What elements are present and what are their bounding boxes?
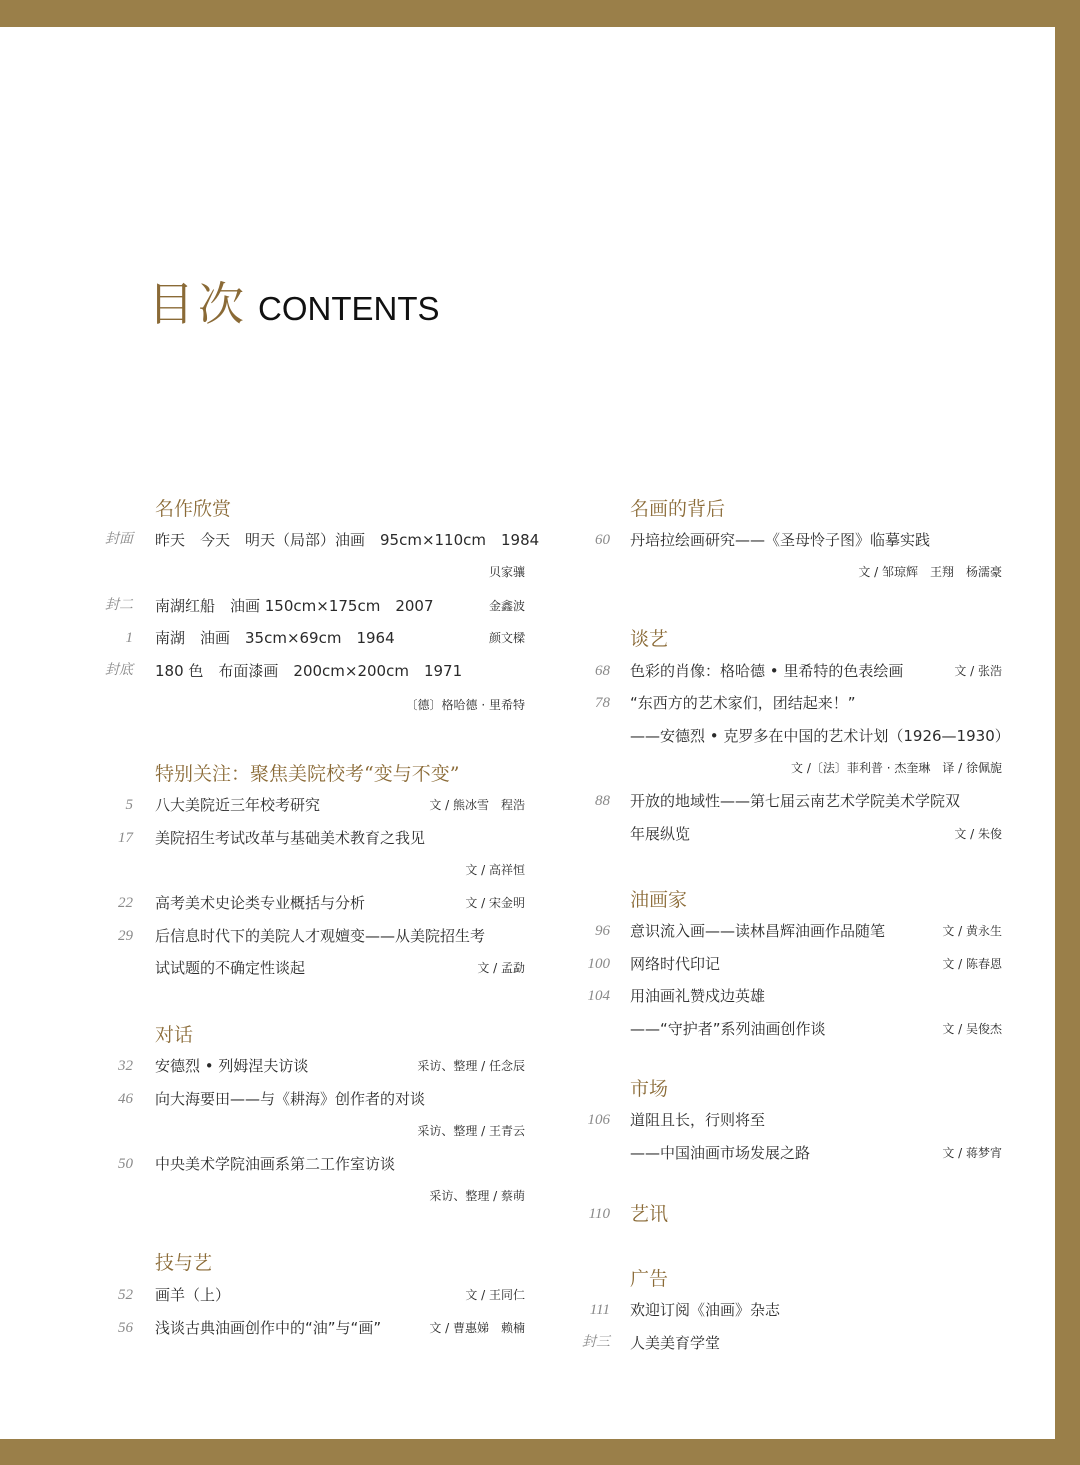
section-heading: 名作欣赏: [155, 498, 232, 520]
toc-entry-title[interactable]: 昨天 今天 明天（局部）油画 95cm×110cm 1984: [155, 531, 540, 549]
section-heading: 对话: [155, 1024, 194, 1046]
toc-entry-author: 文 / 熊冰雪 程浩: [429, 798, 525, 812]
toc-entry-author: 文 / 陈春恩: [942, 957, 1002, 971]
page-number: 100: [587, 956, 610, 972]
toc-entry-author: 文 / 高祥恒: [465, 863, 525, 877]
page-number: 22: [118, 895, 133, 911]
section-heading: 市场: [630, 1078, 669, 1100]
page-number: 111: [589, 1302, 610, 1318]
toc-entry-title-continued[interactable]: 试试题的不确定性谈起: [155, 959, 306, 977]
page-number: 32: [118, 1058, 133, 1074]
section-heading[interactable]: 艺讯: [630, 1203, 669, 1225]
toc-entry-title[interactable]: 丹培拉绘画研究——《圣母怜子图》临摹实践: [630, 531, 931, 549]
toc-entry-title[interactable]: “东西方的艺术家们，团结起来！”: [630, 694, 856, 712]
toc-entry-title[interactable]: 南湖 油画 35cm×69cm 1964: [155, 629, 395, 647]
page-number: 104: [587, 988, 610, 1004]
page-number: 50: [118, 1156, 133, 1172]
section-heading: 特别关注：聚焦美院校考“变与不变”: [155, 763, 460, 785]
toc-entry-title-continued[interactable]: 年展纵览: [630, 825, 691, 843]
toc-entry-author: 文 / 王同仁: [465, 1288, 525, 1302]
section-heading: 油画家: [630, 889, 688, 911]
toc-entry-title[interactable]: 八大美院近三年校考研究: [155, 796, 321, 814]
toc-entry-title[interactable]: 开放的地域性——第七届云南艺术学院美术学院双: [630, 792, 961, 810]
toc-entry-title[interactable]: 人美美育学堂: [630, 1334, 721, 1352]
toc-entry-title[interactable]: 色彩的肖像：格哈德 • 里希特的色表绘画: [630, 662, 904, 680]
page-number: 56: [118, 1320, 133, 1336]
toc-entry-title-continued[interactable]: ——安德烈 • 克罗多在中国的艺术计划（1926—1930）: [630, 727, 1010, 745]
toc-entry-title-continued[interactable]: ——“守护者”系列油画创作谈: [630, 1020, 826, 1038]
page-number: 52: [118, 1287, 133, 1303]
toc-entry-title-continued[interactable]: ——中国油画市场发展之路: [630, 1144, 811, 1162]
title-chinese: 目次: [148, 277, 248, 331]
toc-entry-title[interactable]: 浅谈古典油画创作中的“油”与“画”: [155, 1319, 382, 1337]
page-number: 88: [595, 793, 610, 809]
toc-entry-author: 颜文樑: [488, 631, 525, 645]
toc-entry-title[interactable]: 安德烈 • 列姆涅夫访谈: [155, 1057, 309, 1075]
toc-entry-title[interactable]: 用油画礼赞戍边英雄: [630, 987, 766, 1005]
toc-entry-author: 〔德〕格哈德 · 里希特: [405, 698, 525, 712]
toc-entry-author: 采访、整理 / 王青云: [417, 1124, 525, 1138]
section-heading: 名画的背后: [630, 498, 726, 520]
toc-entry-author: 文 / 朱俊: [954, 827, 1002, 841]
page-number: 96: [595, 923, 610, 939]
page-title: [148, 268, 440, 334]
toc-entry-title[interactable]: 意识流入画——读林昌辉油画作品随笔: [630, 922, 886, 940]
section-heading: 谈艺: [630, 628, 669, 650]
toc-entry-author: 文 / 孟勐: [477, 961, 525, 975]
page-number: 封面: [105, 532, 133, 547]
toc-entry-author: 文 / 黄永生: [942, 924, 1002, 938]
page-number: 1: [125, 630, 133, 646]
page-number: 68: [595, 663, 610, 679]
toc-entry-author: 文 / 宋金明: [465, 896, 525, 910]
toc-entry-author: 文 /〔法〕菲利普 · 杰奎琳 译 / 徐佩旎: [791, 761, 1002, 775]
page-number: 封底: [105, 663, 133, 678]
page-number: 5: [125, 797, 133, 813]
page-number: 17: [118, 830, 133, 846]
toc-entry-author: 采访、整理 / 任念辰: [417, 1059, 525, 1073]
section-heading: 广告: [630, 1268, 669, 1290]
toc-entry-title[interactable]: 道阻且长，行则将至: [630, 1111, 766, 1129]
toc-entry-title[interactable]: 画羊（上）: [155, 1286, 231, 1304]
toc-entry-author: 文 / 张浩: [954, 664, 1002, 678]
toc-entry-author: 贝家骧: [488, 565, 525, 579]
title-english: CONTENTS: [258, 290, 440, 327]
page-number: 60: [595, 532, 610, 548]
toc-entry-title[interactable]: 中央美术学院油画系第二工作室访谈: [155, 1155, 396, 1173]
toc-entry-title[interactable]: 向大海要田——与《耕海》创作者的对谈: [155, 1090, 426, 1108]
toc-entry-author: 文 / 曹惠娣 赖楠: [429, 1321, 525, 1335]
page-number: 封二: [105, 598, 133, 613]
page-number: 46: [118, 1091, 133, 1107]
toc-entry-title[interactable]: 南湖红船 油画 150cm×175cm 2007: [155, 597, 434, 615]
toc-entry-author: 文 / 蒋梦宵: [942, 1146, 1002, 1160]
toc-entry-title[interactable]: 高考美术史论类专业概括与分析: [155, 894, 366, 912]
toc-entry-title[interactable]: 美院招生考试改革与基础美术教育之我见: [155, 829, 426, 847]
page-number: 110: [588, 1206, 610, 1222]
toc-entry-author: 文 / 邹琼辉 王翔 杨濡豪: [858, 565, 1002, 579]
page-number: 封三: [582, 1335, 610, 1350]
section-heading: 技与艺: [155, 1252, 213, 1274]
toc-entry-author: 文 / 吴俊杰: [942, 1022, 1002, 1036]
toc-entry-title[interactable]: 网络时代印记: [630, 955, 721, 973]
page-number: 106: [587, 1112, 610, 1128]
toc-entry-title[interactable]: 欢迎订阅《油画》杂志: [630, 1301, 781, 1319]
toc-entry-title[interactable]: 后信息时代下的美院人才观嬗变——从美院招生考: [155, 927, 486, 945]
toc-entry-title[interactable]: 180 色 布面漆画 200cm×200cm 1971: [155, 662, 463, 680]
page-number: 78: [595, 695, 610, 711]
toc-entry-author: 金鑫波: [488, 599, 525, 613]
page-number: 29: [118, 928, 133, 944]
toc-entry-author: 采访、整理 / 蔡萌: [429, 1189, 525, 1203]
